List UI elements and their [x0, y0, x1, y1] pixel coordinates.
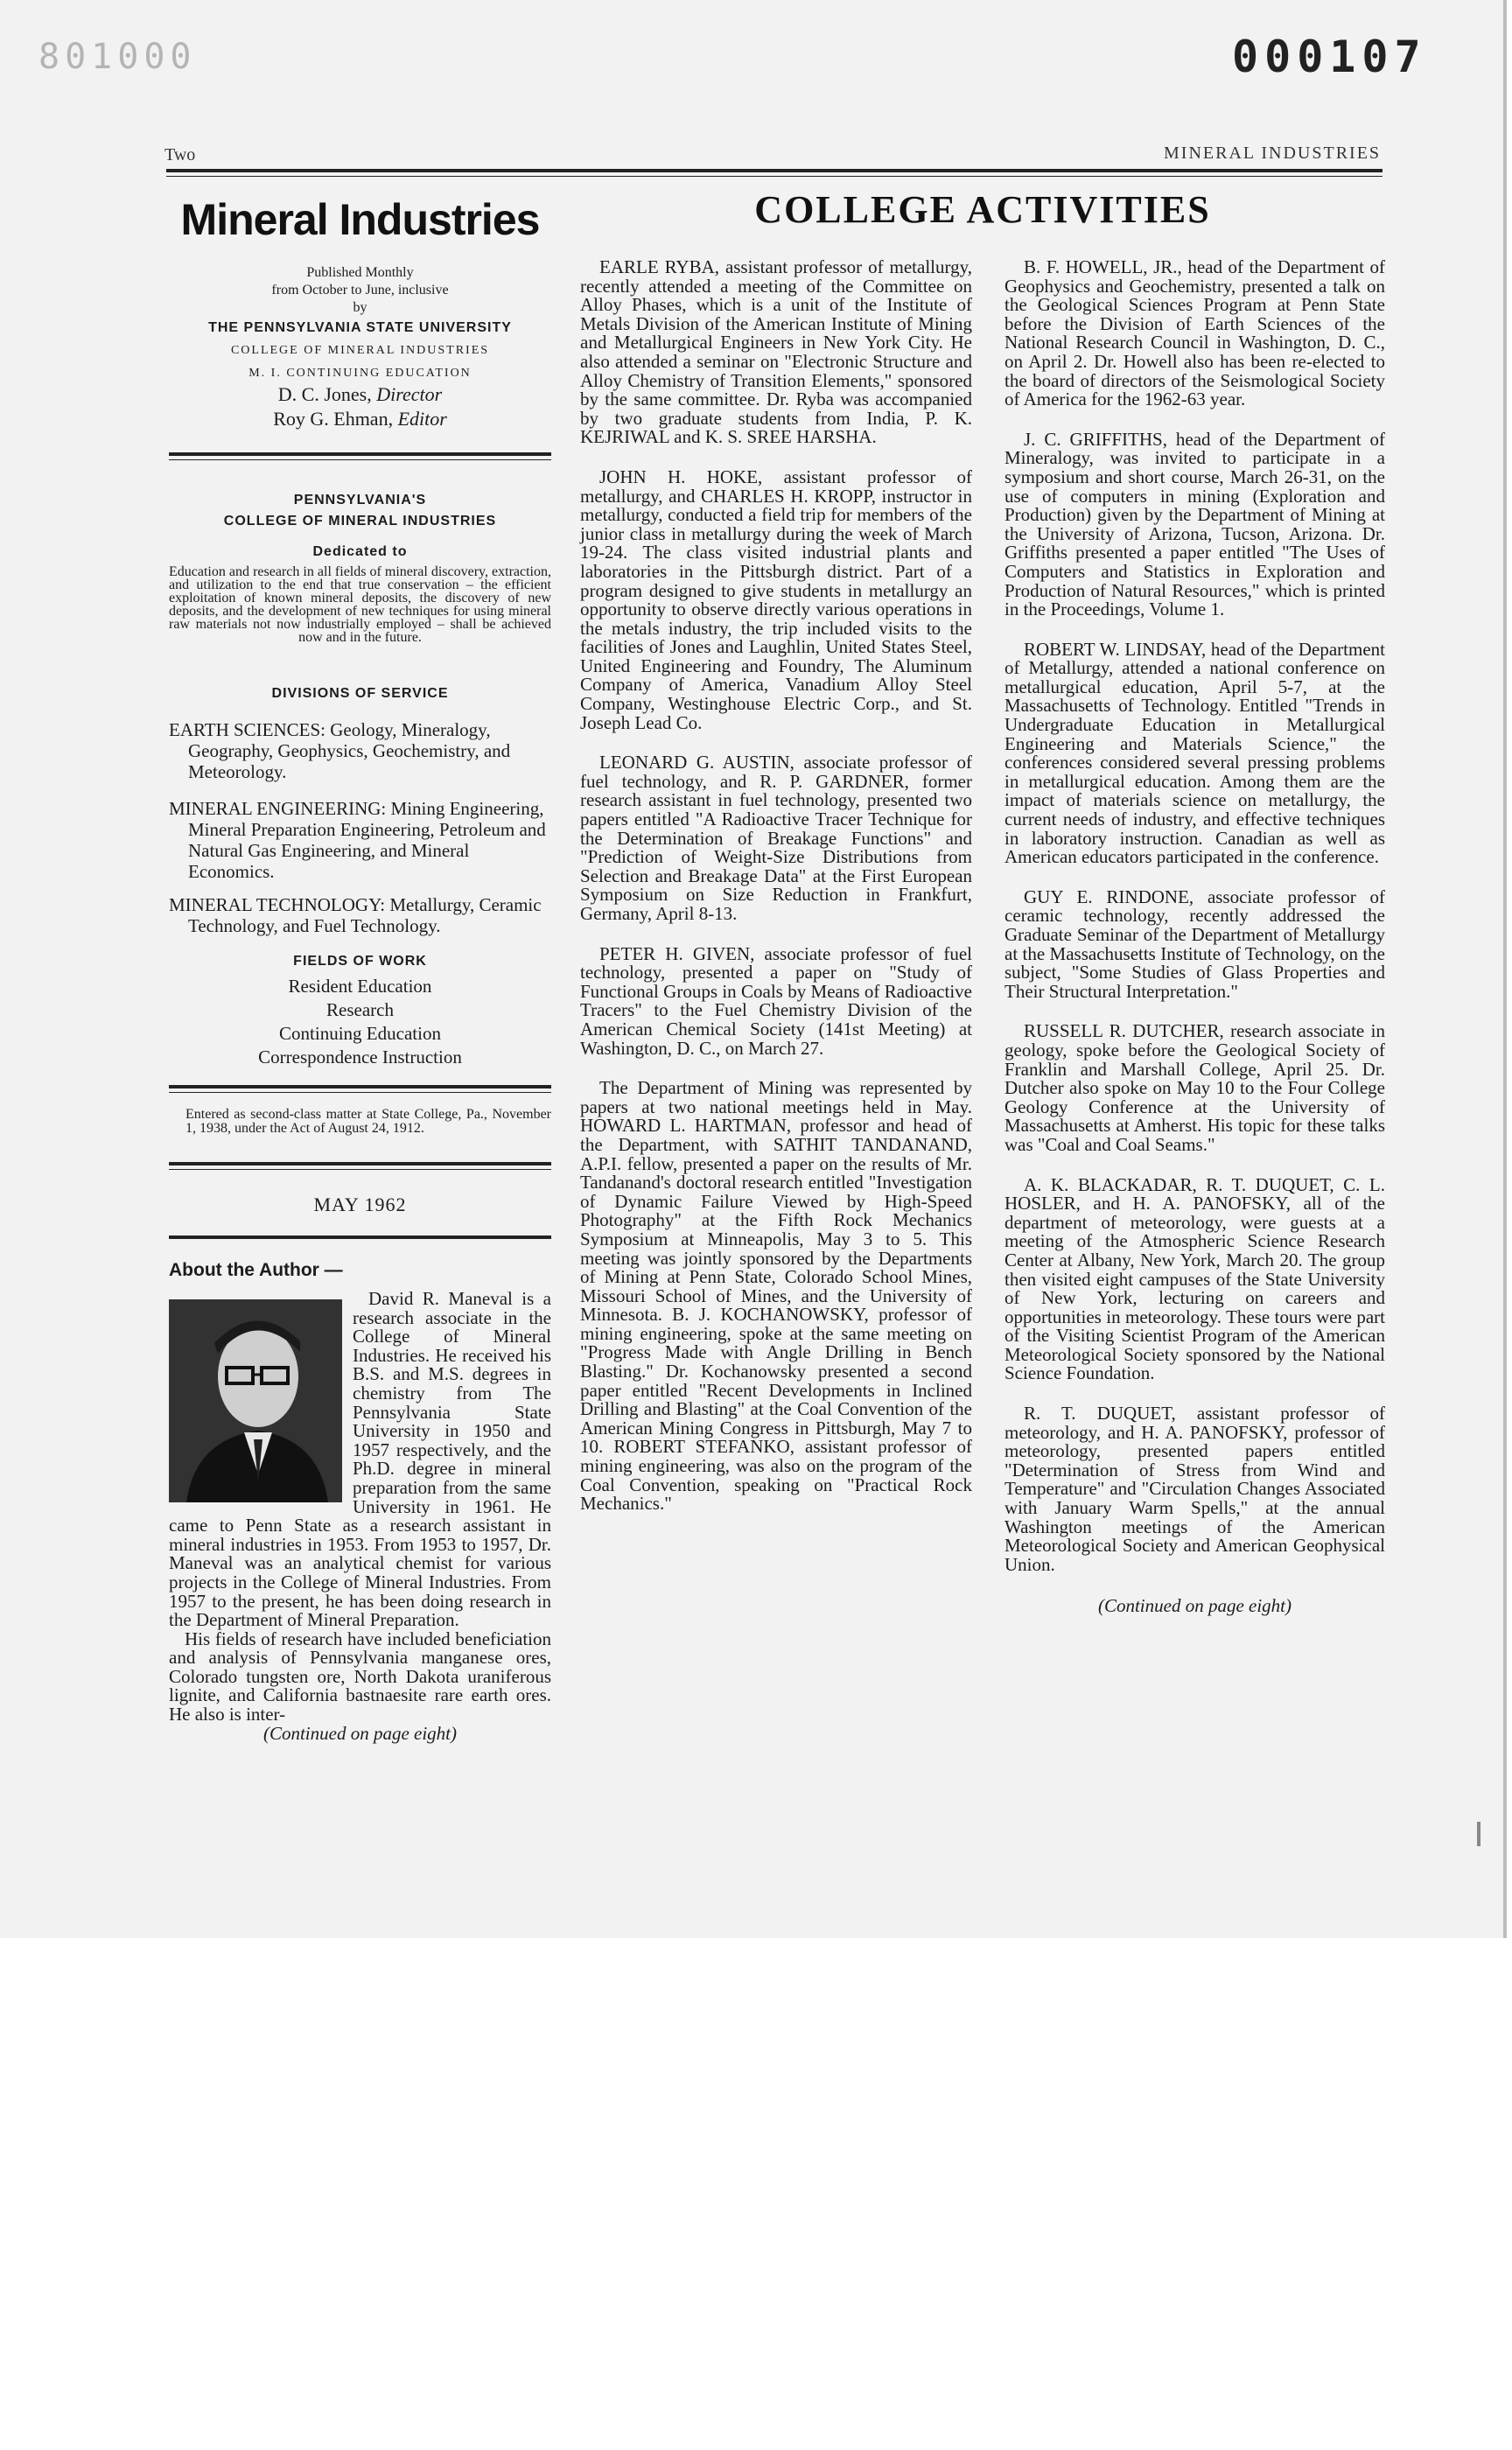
entered-notice: Entered as second-class matter at State College, Pa., November 1, 1938, under the Act of August 24, 1912. — [186, 1107, 551, 1136]
scan-mark — [1477, 1822, 1480, 1846]
article-hoke: JOHN H. HOKE, assistant professor of metallurgy, and CHARLES H. KROPP, instructor in metallurgy, conducted a field trip for members of the junior class in metallurgy during the week of March 19-24. The class visited industrial plants and laboratories in the Pittsburgh district. Part of a program designed to give students in metallurgy an opportunity to observe directly various operations in the metals industry, the trip included visits to the facilities of Jones and Laughlin, United States Steel, United Engineering and Foundry, The Aluminum Company of America, Vanadium Alloy Steel Company, Westinghouse Electric Corp., and St. Joseph Lead Co. — [580, 466, 972, 733]
published-line: Published Monthly — [306, 265, 414, 280]
article-griffiths: J. C. GRIFFITHS, head of the Department of Mineralogy, was invited to participate in a symposium and short course, March 26-31, on the use of computers in mining (Exploration and Production) given by the Department of Mining at the University of Arizona, Tucson, Arizona. Dr. Griffiths presented a paper entitled "The Uses of Computers and Statistics in Exploration and Production of Natural Resources," which is printed in the Proceedings, Volume 1. — [1004, 428, 1385, 620]
page-number: Two — [164, 145, 196, 164]
archive-stamp-left: 801000 — [38, 37, 197, 77]
about-author-heading: About the Author — — [169, 1260, 343, 1280]
continuing-education: M. I. CONTINUING EDUCATION — [248, 367, 472, 380]
about-continued: (Continued on page eight) — [262, 1722, 458, 1744]
division-earth-sciences: EARTH SCIENCES: Geology, Mineralogy, Geography, Geophysics, Geochemistry, and Meteorology. — [169, 719, 511, 782]
field-item: Correspondence Instruction — [258, 1046, 462, 1068]
director-name: D. C. Jones, — [277, 383, 372, 405]
university-name: THE PENNSYLVANIA STATE UNIVERSITY — [208, 320, 512, 335]
college-activities-title: COLLEGE ACTIVITIES — [754, 188, 1211, 231]
editor-name: Roy G. Ehman, — [273, 408, 394, 430]
article-mining: The Department of Mining was represented by papers at two national meetings held in May. HOWARD L. HARTMAN, professor and head of the Department, with SATHIT TANDANAND, A.P.I. fellow, presented a paper on the results of Mr. Tandanand's doctoral research entitled "Investigation of Dynamic Failure Viewed by High-Speed Photography" at the Fifth Rock Mechanics Symposium at Minneapolis, May 3 to 5. This meeting was jointly sponsored by the Departments of Mining at Penn State, Colorado School Mines, Missouri School of Mines, and the University of Minnesota. B. J. KOCHANOWSKY, professor of mining engineering, spoke at the same meeting on "Progress Made with Angle Drilling in Bench Blasting." Dr. Kochanowsky presented a second paper entitled "Recent Developments in Inclined Drilling and Blasting" at the Coal Convention of the American Mining Congress in Pittsburgh, May 7 to 10. ROBERT STEFANKO, assistant professor of mining engineering, was also on the program of the Coal Convention, speaking on "Practical Rock Mechanics." — [580, 1077, 972, 1515]
running-title: MINERAL INDUSTRIES — [1164, 144, 1382, 163]
divisions-heading: DIVISIONS OF SERVICE — [271, 686, 449, 701]
masthead-info — [169, 264, 551, 431]
range-line: from October to June, inclusive — [271, 283, 449, 298]
field-item: Research — [326, 999, 394, 1020]
header-rule-thin — [166, 176, 1382, 177]
activities-column-middle — [580, 258, 972, 1535]
header-rule — [166, 169, 1382, 172]
activities-column-right — [1004, 258, 1385, 1635]
college-name: COLLEGE OF MINERAL INDUSTRIES — [230, 344, 490, 357]
by-line: by — [353, 300, 368, 315]
dedication-block — [169, 490, 551, 644]
article-duquet: R. T. DUQUET, assistant professor of meteorology, and H. A. PANOFSKY, professor of meteorology, presented papers entitled "Determination of Stress from Wind and Temperature" and "Circulation Changes Associated with January Warm Spells," at the annual Washington meetings of the American Meteorological Society and American Geophysical Union. — [1004, 1403, 1385, 1575]
dedicated-to: Dedicated to — [312, 544, 408, 559]
editor-title: Editor — [397, 408, 447, 430]
division-mineral-engineering: MINERAL ENGINEERING: Mining Engineering, Mineral Preparation Engineering, Petroleum and Natural Gas Engineering, and Mineral Economics. — [169, 798, 546, 882]
article-dutcher: RUSSELL R. DUTCHER, research associate in geology, spoke before the Geological Society of Franklin and Marshall College, April 25. Dr. Dutcher also spoke on May 10 to the Four College Geology Conference at the University of Massachusetts at Amherst. His topic for these talks was "Coal and Coal Seams." — [1004, 1020, 1385, 1155]
article-lindsay: ROBERT W. LINDSAY, head of the Department of Metallurgy, attended a national conference on metallurgical education, April 5-7, at the Massachusetts of Technology. Entitled "Trends in Undergraduate Education in Metallurgical Engineering and Materials Science," the conferences considered several pressing problems in metallurgical education. Among them are the impact of materials science on metallurgy, the current needs of industry, and effective techniques in laboratory instruction. Canadian as well as American educators participated in the conference. — [1004, 638, 1385, 868]
fields-list — [169, 975, 551, 1069]
masthead-rule-thin — [169, 459, 551, 460]
issue-date: MAY 1962 — [313, 1194, 407, 1215]
masthead-title: Mineral Industries — [180, 195, 540, 244]
dedication-heading-1: PENNSYLVANIA'S — [293, 493, 427, 508]
field-item: Continuing Education — [279, 1023, 441, 1044]
date-rule-top — [169, 1162, 551, 1166]
date-rule-bottom — [169, 1236, 551, 1239]
activities-continued: (Continued on page eight) — [1097, 1595, 1292, 1617]
article-given: PETER H. GIVEN, associate professor of fuel technology, presented a paper on "Study of Functional Groups in Coals by Means of Radioactive Tracers" to the Fuel Chemistry Division of the American Chemical Society (141st Meeting) at Washington, D. C., on March 27. — [580, 942, 972, 1059]
director-line — [169, 382, 551, 407]
article-howell: B. F. HOWELL, JR., head of the Department of Geophysics and Geochemistry, presented a talk on the Geological Sciences Program at Penn State before the Division of Earth Sciences of the National Research Council in Washington, D. C., on April 2. Dr. Howell also has been re-elected to the board of directors of the Seismological Society of America for the 1962-63 year. — [1004, 256, 1385, 410]
article-austin: LEONARD G. AUSTIN, associate professor of fuel technology, and R. P. GARDNER, former research assistant in fuel technology, presented two papers entitled "A Radioactive Tracer Technique for the Determination of Breakage Functions" and "Prediction of Weight-Size Distributions from Selection and Breakage Data" at the First European Symposium on Size Reduction in Frankfurt, Germany, April 8-13. — [580, 752, 972, 924]
fields-rule-thin — [169, 1092, 551, 1093]
article-rindone: GUY E. RINDONE, associate professor of ceramic technology, recently addressed the Graduate Seminar of the Department of Metallurgy at the Massachusetts Institute of Technology, on the subject, "Some Studies of Glass Properties and Their Structural Interpretation." — [1004, 886, 1385, 1002]
editor-line — [169, 407, 551, 431]
director-title: Director — [376, 383, 443, 405]
dedication-text: Education and research in all fields of mineral discovery, extraction, and utilization to the end that true conservation – the efficient exploitation of known mineral deposits, the discovery of new deposits, and the development of new techniques for using mineral raw materials not now industrially employed – shall be achieved now and in the future. — [169, 564, 551, 645]
about-paragraph-2: His fields of research have included beneficiation and analysis of Pennsylvania manganese ores, Colorado tungsten ore, North Dakota uraniferous lignite, and California bastnaesite rare earth ores. He also is inter- — [169, 1628, 551, 1726]
about-author-text — [169, 1290, 551, 1743]
dedication-heading-2: COLLEGE OF MINERAL INDUSTRIES — [223, 514, 497, 528]
masthead-rule — [169, 452, 551, 456]
archive-stamp-right: 000107 — [1232, 32, 1427, 82]
division-mineral-technology: MINERAL TECHNOLOGY: Metallurgy, Ceramic Technology, and Fuel Technology. — [169, 894, 542, 936]
date-rule-top-thin — [169, 1169, 551, 1170]
fields-heading: FIELDS OF WORK — [293, 954, 427, 969]
about-paragraph-1: David R. Maneval is a research associate in the College of Mineral Industries. He received his B.S. and M.S. degrees in chemistry from The Pennsylvania State University in 1950 and 1957 respectively, and the Ph.D. degree in mineral preparation from the same University in 1961. He came to Penn State as a research assistant in mineral industries in 1953. From 1953 to 1957, Dr. Maneval was an analytical chemist for various projects in the College of Mineral Industries. From 1957 to the present, he has been doing research in the Department of Mineral Preparation. — [169, 1288, 551, 1631]
article-blackadar: A. K. BLACKADAR, R. T. DUQUET, C. L. HOSLER, and H. A. PANOFSKY, all of the department of meteorology, were guests at a meeting of the Atmospheric Science Research Center at Albany, New York, March 20. The group then visited eight campuses of the State University of New York, lecturing on careers and opportunities in meteorology. These tours were part of the Visiting Scientist Program of the American Meteorological Society sponsored by the National Science Foundation. — [1004, 1173, 1385, 1384]
field-item: Resident Education — [288, 976, 432, 997]
article-ryba: EARLE RYBA, assistant professor of metallurgy, recently attended a meeting of the Committee on Alloy Phases, which is a unit of the Institute of Metals Division of the American Institute of Mining and Metallurgical Engineers in New York City. He also attended a seminar on "Electronic Structure and Alloy Chemistry of Transition Elements," sponsored by the same committee. Dr. Ryba was accompanied by two graduate students from India, P. K. KEJRIWAL and K. S. SREE HARSHA. — [580, 256, 972, 448]
fields-rule — [169, 1085, 551, 1088]
